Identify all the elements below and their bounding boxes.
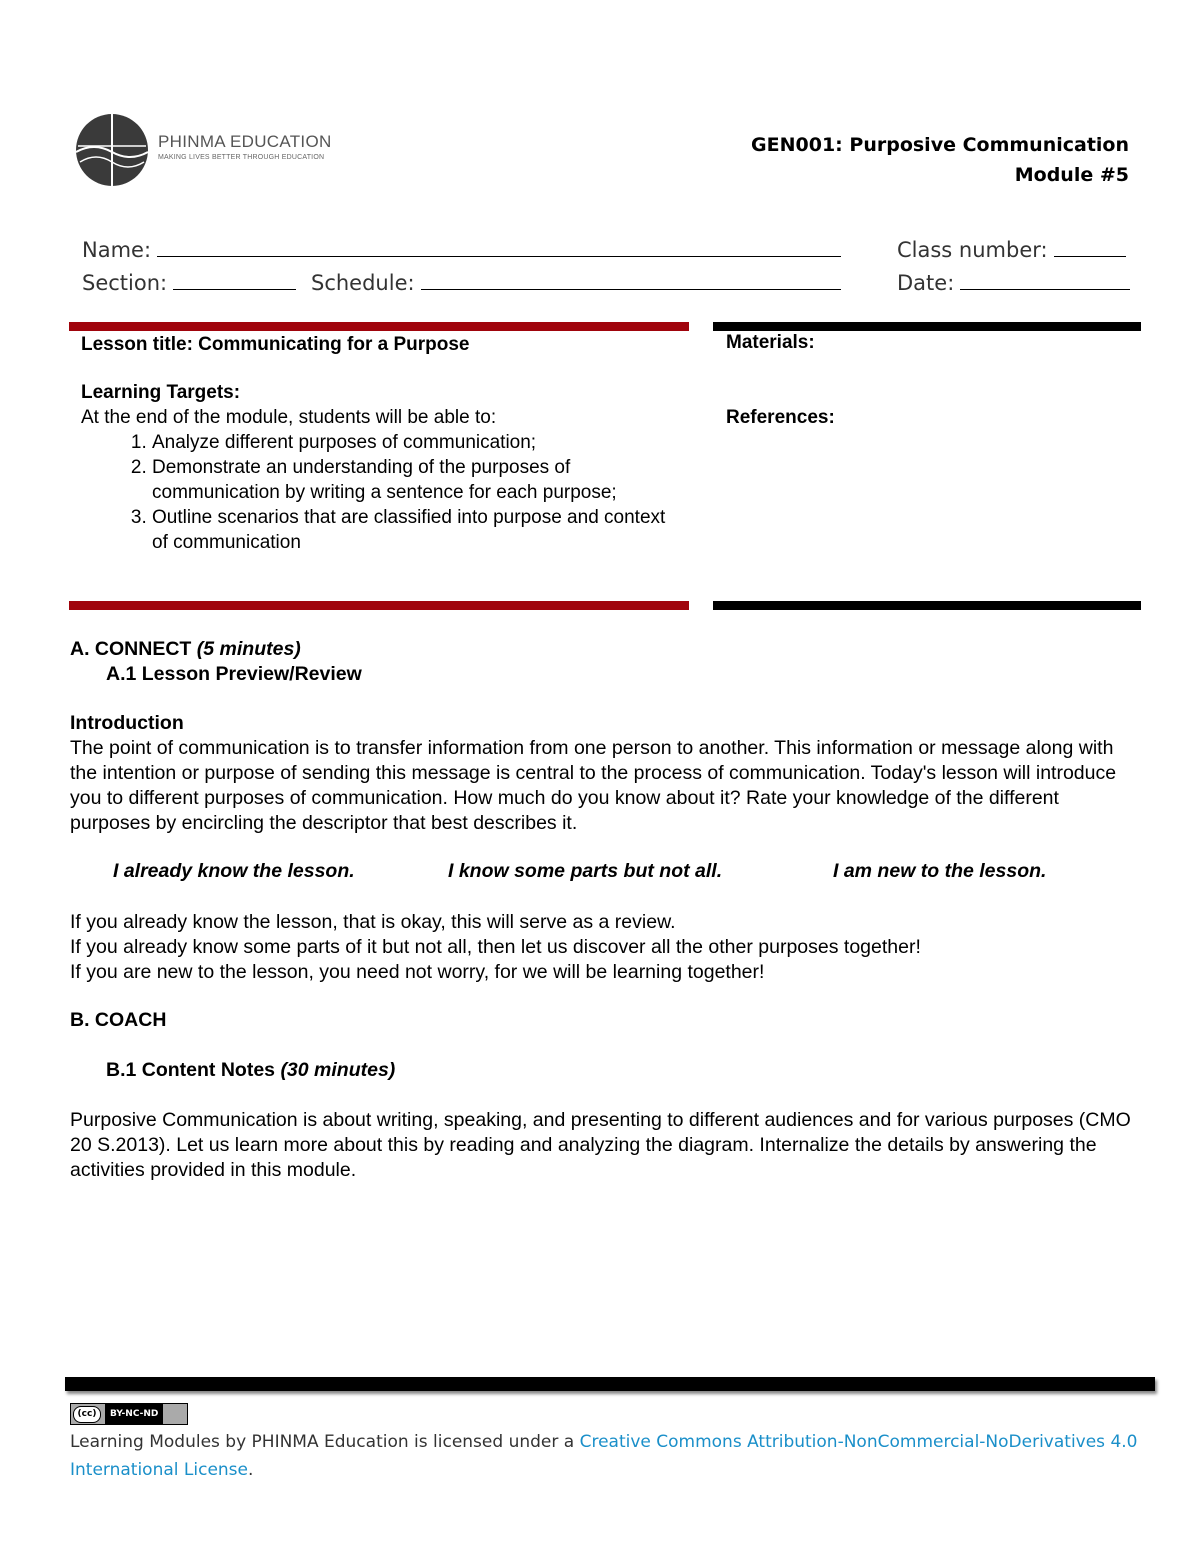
- section-line: [173, 288, 296, 290]
- name-field[interactable]: [82, 238, 841, 262]
- lesson-top-bar: [69, 322, 689, 331]
- cc-license-badge[interactable]: [70, 1403, 188, 1425]
- introduction-text: The point of communication is to transfer information from one person to another. This information or message along with the intention or purpose of sending this message is central to the process of communication. Today's lesson will introduce you to different purposes of communication. How much do you know about it? Rate your knowledge of the different purposes by encircling the descriptor that best describes it.: [70, 737, 1117, 834]
- descriptor-option[interactable]: I am new to the lesson.: [833, 860, 1047, 882]
- learning-targets-heading: Learning Targets:: [81, 382, 241, 403]
- phinma-logo: [74, 112, 334, 192]
- learning-targets-list: [81, 430, 672, 555]
- lesson-preview-heading: A.1 Lesson Preview/Review: [106, 663, 362, 685]
- follow-line: If you already know the lesson, that is okay, this will serve as a review.: [70, 911, 676, 933]
- coach-text: Purposive Communication is about writing, speaking, and presenting to different audiences and for various purposes (CMO 20 S.2013). Let us learn more about this by reading and analyzing the diagram. Internalize the details by answering the activities provided in this module.: [70, 1109, 1131, 1181]
- license-link[interactable]: Creative Commons Attribution-NonCommercial-NoDerivatives 4.0 International License: [70, 1432, 1138, 1480]
- list-item: 2. Demonstrate an understanding of the purposes of communication by writing a sentence for each purpose;: [152, 455, 672, 505]
- name-label: Name:: [82, 238, 152, 262]
- logo-tagline: MAKING LIVES BETTER THROUGH EDUCATION: [158, 154, 325, 161]
- course-title: GEN001: Purposive Communication: [751, 134, 1129, 156]
- lesson-title: Lesson title: Communicating for a Purpose: [81, 334, 470, 355]
- logo-globe-icon: [74, 112, 154, 192]
- schedule-field[interactable]: [311, 271, 841, 295]
- section-label: Section:: [82, 271, 168, 295]
- connect-heading: A. CONNECT: [70, 638, 192, 660]
- references-label: References:: [726, 407, 835, 428]
- date-field[interactable]: [897, 271, 1130, 295]
- class-number-label: Class number:: [897, 238, 1048, 262]
- materials-label: Materials:: [726, 332, 815, 353]
- course-header: [751, 130, 1129, 190]
- connect-section: [70, 637, 1140, 836]
- lesson-box: [81, 332, 681, 555]
- content-notes-heading: [106, 1058, 706, 1083]
- content-notes-label: B.1 Content Notes: [106, 1059, 276, 1081]
- module-number: Module #5: [1014, 164, 1129, 186]
- lesson-bottom-bar: [69, 601, 689, 610]
- coach-heading: B. COACH: [70, 1009, 167, 1031]
- follow-up-lines: [70, 910, 1140, 985]
- date-label: Date:: [897, 271, 955, 295]
- content-notes-time: (30 minutes): [280, 1059, 396, 1081]
- cc-icon: (cc): [73, 1406, 101, 1423]
- list-item: 1. Analyze different purposes of communication;: [152, 430, 672, 455]
- cc-badge-text: BY-NC-ND: [105, 1404, 163, 1424]
- list-item: 3. Outline scenarios that are classified into purpose and context of communication: [152, 505, 672, 555]
- materials-bottom-bar: [713, 601, 1141, 610]
- schedule-line: [421, 288, 841, 290]
- connect-time: (5 minutes): [196, 638, 301, 660]
- class-number-field[interactable]: [897, 238, 1126, 262]
- section-field[interactable]: [82, 271, 296, 295]
- name-line: [157, 255, 841, 257]
- logo-text: PHINMA EDUCATION: [158, 132, 332, 151]
- learning-targets-intro: At the end of the module, students will be able to:: [81, 407, 497, 428]
- introduction-heading: Introduction: [70, 712, 184, 734]
- follow-line: If you already know some parts of it but not all, then let us discover all the other purposes together!: [70, 936, 921, 958]
- license-suffix: .: [248, 1460, 254, 1480]
- license-text: [70, 1428, 1140, 1484]
- descriptor-option[interactable]: I already know the lesson.: [113, 860, 355, 882]
- materials-top-bar: [713, 322, 1141, 331]
- schedule-label: Schedule:: [311, 271, 415, 295]
- date-line: [960, 288, 1130, 290]
- descriptor-option[interactable]: I know some parts but not all.: [448, 860, 723, 882]
- footer-bar: [65, 1377, 1155, 1391]
- follow-line: If you are new to the lesson, you need not worry, for we will be learning together!: [70, 961, 765, 983]
- class-number-line: [1054, 255, 1126, 257]
- license-prefix: Learning Modules by PHINMA Education is licensed under a: [70, 1432, 580, 1452]
